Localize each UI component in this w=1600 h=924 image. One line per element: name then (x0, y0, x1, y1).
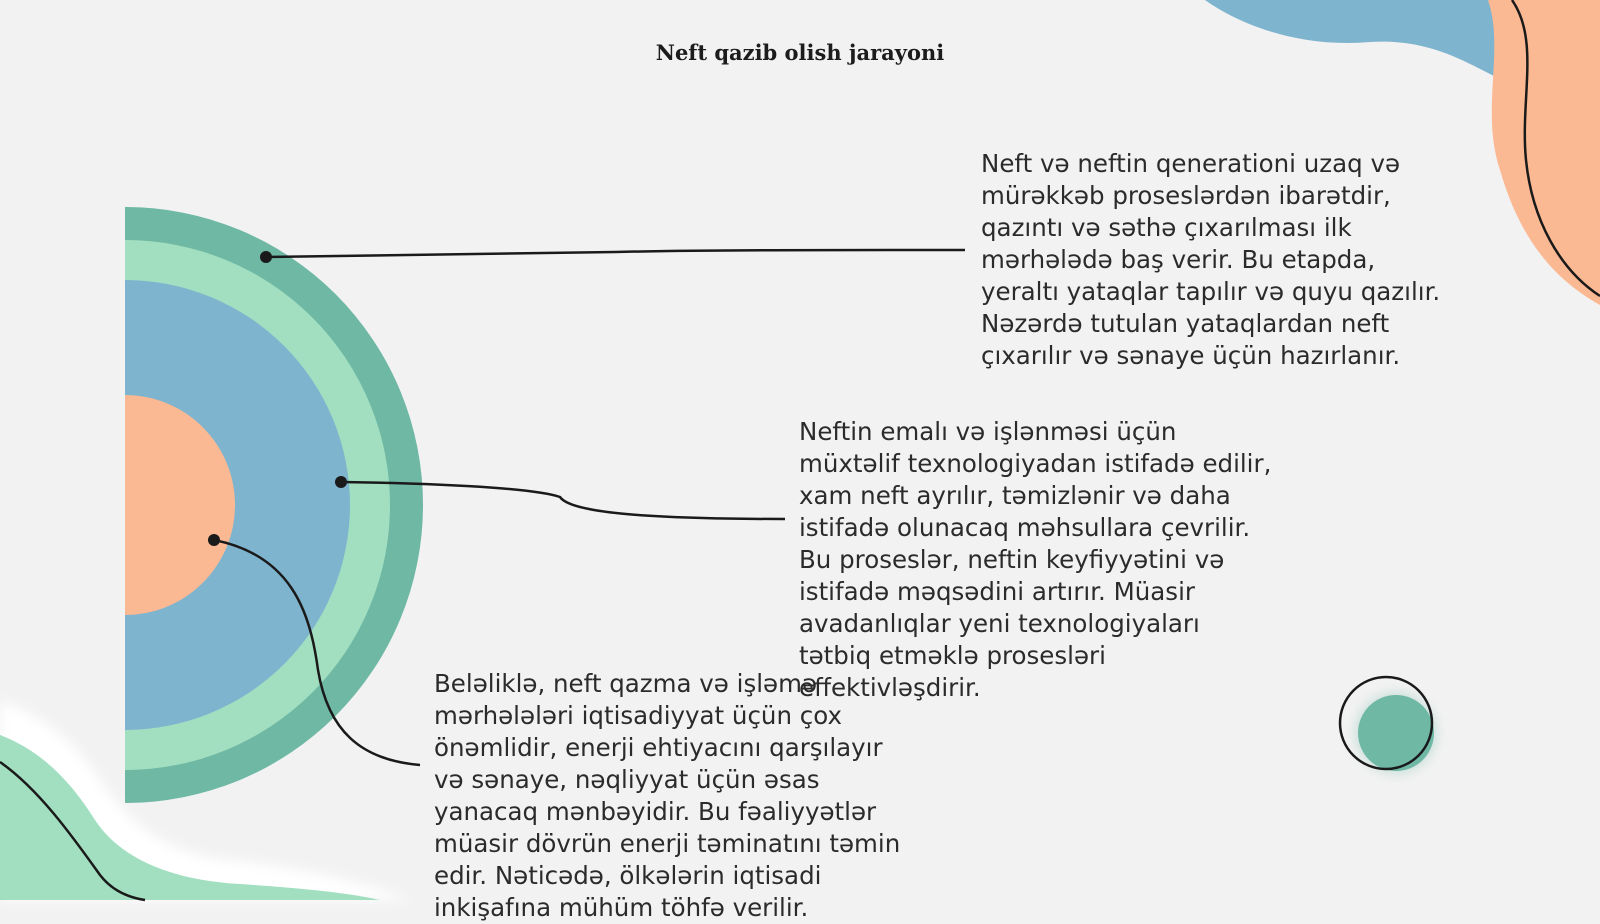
paragraph-conclusion: Beləliklə, neft qazma və işləmə mərhələləri iqtisadiyyat üçün çox önəmlidir, enerji ehtiyacını qarşılayır və sənaye, nəqliyyat üçün əsas yanacaq mənbəyidir. Bu fəaliyyətlər müasir dövrün enerji təminatını təmin edir. Nəticədə, ölkələrin iqtisadi inkişafına mühüm töhfə verilir. (434, 669, 901, 922)
connector-dot-3 (208, 534, 220, 546)
slide-title: Neft qazib olish jarayoni (655, 40, 945, 65)
connector-dot-1 (260, 251, 272, 263)
connector-dot-2 (335, 476, 347, 488)
peach-core (15, 395, 235, 615)
paragraph-refining: Neftin emalı və işlənməsi üçün müxtəlif texnologiyadan istifadə edilir, xam neft ayrılır, təmizlənir və daha istifadə olunacaq məhsullara çevrilir. Bu proseslər, neftin keyfiyyətini və istifadə məqsədini artırır. Müasir avadanlıqlar yeni texnologiyaları tətbiq etməklə prosesləri effektivləşdirir. (799, 417, 1272, 702)
paragraph-extraction: Neft və neftin qenerationi uzaq və mürəkkəb proseslərdən ibarətdir, qazıntı və səthə çıxarılması ilk mərhələdə baş verir. Bu etapda, yeraltı yataqlar tapılır və quyu qazılır. Nəzərdə tutulan yataqlardan neft çıxarılır və sənaye üçün hazırlanır. (981, 149, 1441, 370)
small-teal-circle-fill (1358, 695, 1434, 771)
concentric-circles (0, 207, 423, 803)
connector-line-1 (266, 250, 965, 257)
